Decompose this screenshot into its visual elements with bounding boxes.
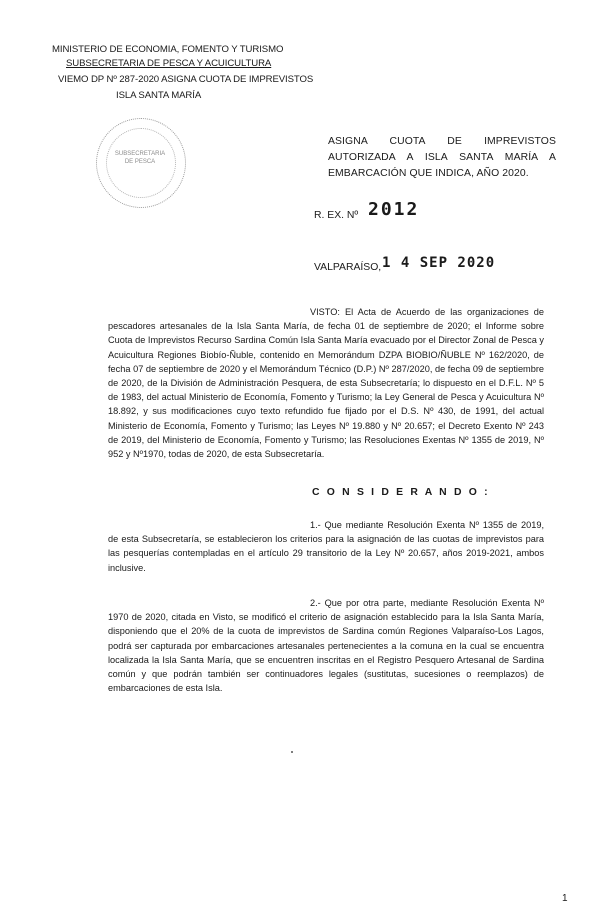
visto-lead: VISTO: xyxy=(310,307,340,317)
scan-speck xyxy=(291,751,293,753)
item-2-lead: 2.- Que xyxy=(310,598,343,608)
item-1-lead: 1.- Que xyxy=(310,520,342,530)
resolution-number: 2012 xyxy=(368,199,420,220)
item-2-text: por otra parte, mediante Resolución Exenta Nº 1970 de 2020, citada en Visto, se modificó el criterio de asignación establecido para la Isla Santa María, disponiendo que el 20% de la cuota de imprevistos de Sardina común Regiones Valparaíso-Los Lagos, podrá ser capturada por embarcaciones artesanales pertenecientes a la comuna en la cual se encuentra localizada la Isla Santa María, que se encuentren inscritas en el Registro Pesquero Artesanal de Sardina común y que podrán también ser continuadores legales (sustitutas, sucesiones o reemplazos) de embarcaciones de esta Isla. xyxy=(108,598,545,694)
resolution-label: R. EX. Nº xyxy=(314,210,359,221)
considerando-item-1 xyxy=(108,518,544,575)
visto-text: El Acta de Acuerdo de las organizaciones de pescadores artesanales de la Isla Santa María, de fecha 01 de septiembre de 2020; el Informe sobre Cuota de Imprevistos Recurso Sardina Común Isla Santa María evacuado por el Director Zonal de Pesca y Acuicultura Regiones Biobío-Ñuble, contenido en Memorándum DZPA BIOBIO/ÑUBLE Nº 162/2020, de fecha 07 de septiembre de 2020 y el Memorándum Técnico (D.P.) Nº 287/2020, de fecha 09 de septiembre de 2020, de la División de Administración Pesquera, de esta Subsecretaría; lo dispuesto en el D.F.L. Nº 5 de 1983, del actual Ministerio de Economía, Fomento y Turismo; la Ley General de Pesca y Acuicultura Nº 18.892, y sus modificaciones cuyo texto refundido fue fijado por el D.S. Nº 430, de 1991, del actual Ministerio de Economía, Fomento y Turismo; las Leyes Nº 19.880 y Nº 20.657; el Decreto Exento Nº 243 de 2019, del Ministerio de Economía, Fomento y Turismo; las Resoluciones Exentas Nº 1355 de 2019, Nº 952 y Nº1970, todas de 2020, de esta Subsecretaría. xyxy=(108,307,544,460)
subsecretaria-name: SUBSECRETARIA DE PESCA Y ACUICULTURA xyxy=(66,58,272,69)
page-number: 1 xyxy=(562,893,568,904)
item-1-text: mediante Resolución Exenta Nº 1355 de 2019, de esta Subsecretaría, se establecieron los criterios para la asignación de las cuotas de imprevistos para las pesquerías contempladas en el artículo 29 transitorio de la Ley Nº 20.657, años 2019-2021, ambos inclusive. xyxy=(108,520,544,573)
memo-subject-line: ISLA SANTA MARÍA xyxy=(116,90,202,101)
ministry-name: MINISTERIO DE ECONOMIA, FOMENTO Y TURISMO xyxy=(52,44,284,55)
considerando-heading: C O N S I D E R A N D O : xyxy=(312,487,490,498)
memo-reference: VIEMO DP Nº 287-2020 ASIGNA CUOTA DE IMPREVISTOS xyxy=(58,74,314,85)
date-stamp: 1 4 SEP 2020 xyxy=(382,255,496,271)
official-seal-text: SUBSECRETARIA DE PESCA xyxy=(114,151,166,165)
place-label: VALPARAÍSO, xyxy=(314,262,382,273)
considerando-item-2 xyxy=(108,596,544,695)
visto-paragraph xyxy=(108,305,544,461)
resolution-subject: ASIGNA CUOTA DE IMPREVISTOS AUTORIZADA A ISLA SANTA MARÍA A EMBARCACIÓN QUE INDICA, AÑO 2020. xyxy=(328,136,556,179)
